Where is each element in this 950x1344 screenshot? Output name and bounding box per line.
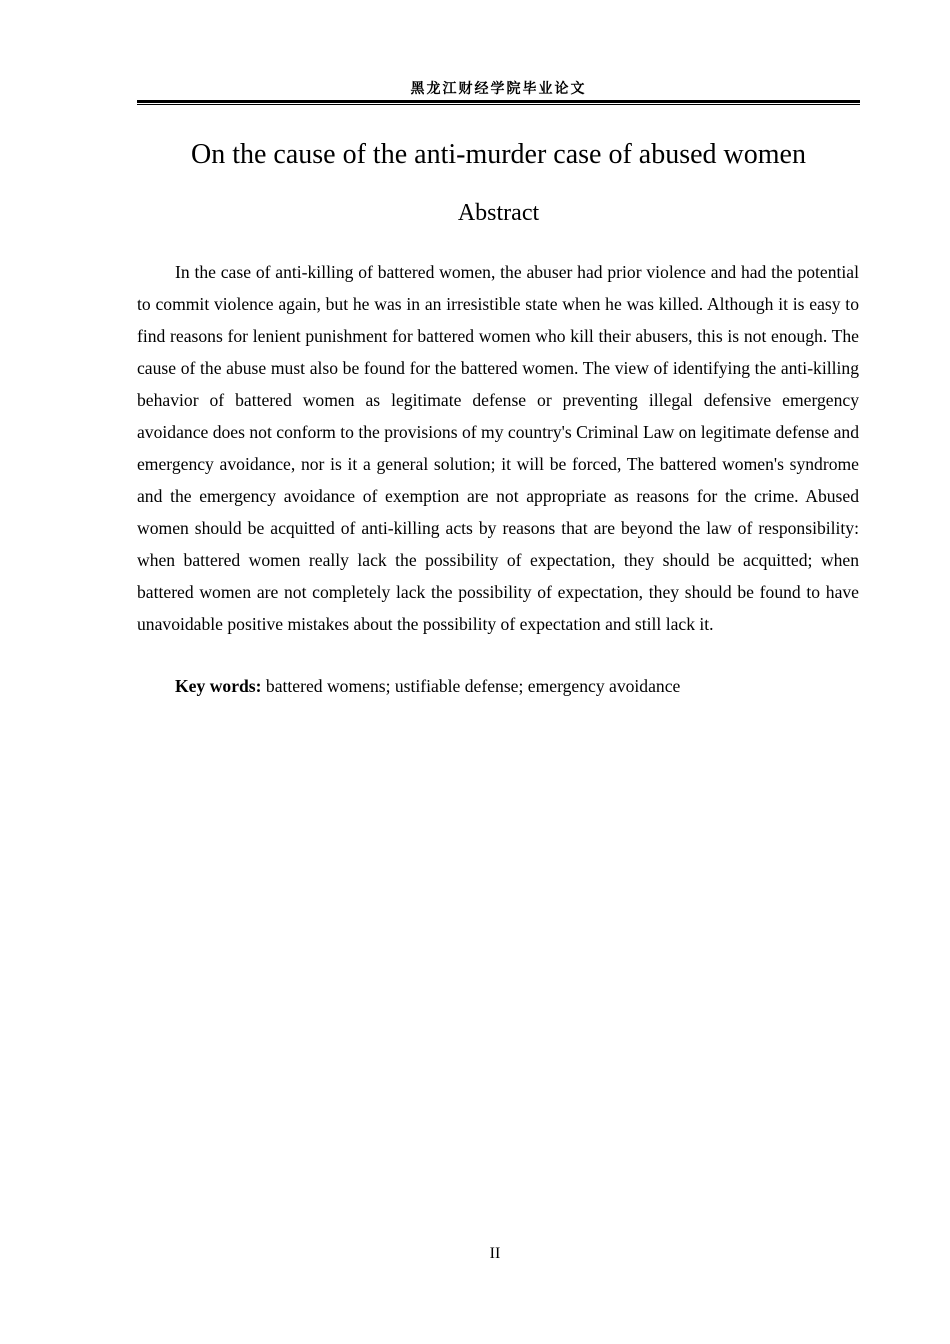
keywords-label: Key words: bbox=[175, 676, 262, 696]
document-title: On the cause of the anti-murder case of abused women bbox=[191, 139, 806, 170]
header-rule-thin bbox=[137, 104, 860, 105]
keywords-text: battered womens; ustifiable defense; emergency avoidance bbox=[261, 676, 681, 696]
keywords-line bbox=[137, 670, 859, 702]
page-number: II bbox=[489, 1245, 501, 1262]
abstract-heading: Abstract bbox=[457, 200, 540, 226]
header-rule-thick bbox=[137, 100, 860, 103]
abstract-paragraph: In the case of anti-killing of battered women, the abuser had prior violence and had the potential to commit violence again, but he was in an irresistible state when he was killed. Although it is easy to find reasons for lenient punishment for battered women who kill their abusers, this is not enough. The cause of the abuse must also be found for the battered women. The view of identifying the anti-killing behavior of battered women as legitimate defense or preventing illegal defensive emergency avoidance does not conform to the provisions of my country's Criminal Law on legitimate defense and emergency avoidance, nor is it a general solution; it will be forced, The battered women's syndrome and the emergency avoidance of exemption are not appropriate as reasons for the crime. Abused women should be acquitted of anti-killing acts by reasons that are beyond the law of responsibility: when battered women really lack the possibility of expectation, they should be acquitted; when battered women are not completely lack the possibility of expectation, they should be found to have unavoidable positive mistakes about the possibility of expectation and still lack it. bbox=[137, 262, 859, 634]
running-header: 黑龙江财经学院毕业论文 bbox=[410, 81, 587, 97]
